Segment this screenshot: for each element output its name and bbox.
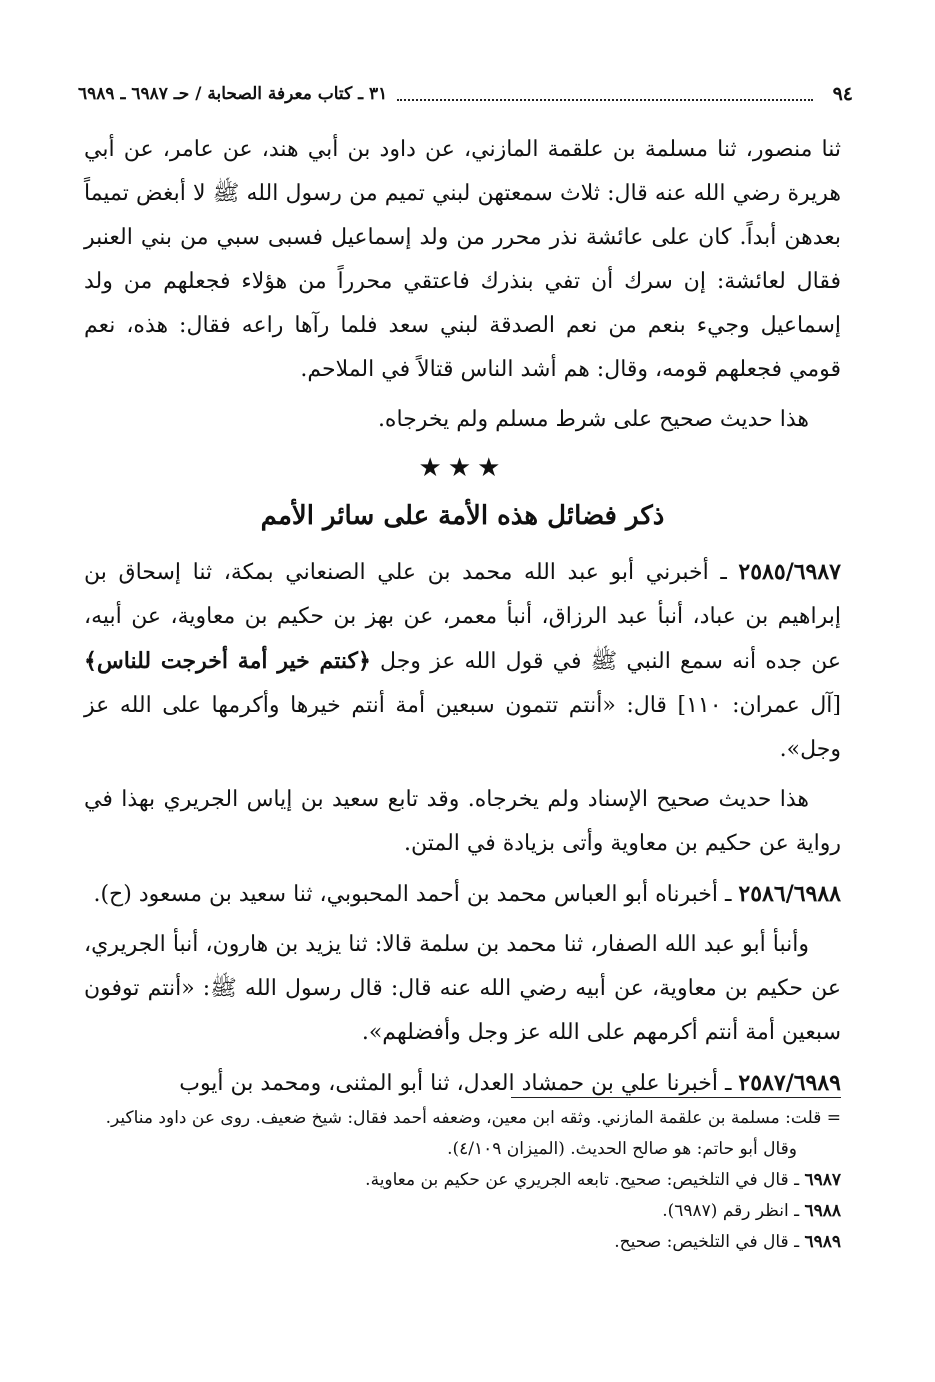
footnote: وقال أبو حاتم: هو صالح الحديث. (الميزان ٤/١٠٩). xyxy=(447,1139,797,1159)
hadith-number: ٢٥٨٧/٦٩٨٩ xyxy=(738,1070,841,1096)
hadith-text: ـ أخبرناه أبو العباس محمد بن أحمد المحبوبي، ثنا سعيد بن مسعود (ح). xyxy=(93,882,739,907)
section-divider-stars: ★★★ xyxy=(418,453,507,483)
footnote-text: ـ قال في التلخيص: صحيح. تابعه الجريري عن حكيم بن معاوية. xyxy=(365,1170,805,1190)
header-dot-leader xyxy=(397,87,812,101)
paragraph-commentary: هذا حديث صحيح الإسناد ولم يخرجاه. وقد تابع سعيد بن إياس الجريري بهذا في رواية عن حكيم بن معاوية وأتى بزيادة في المتن. xyxy=(84,787,841,856)
hadith-number: ٢٥٨٦/٦٩٨٨ xyxy=(738,881,841,907)
hadith-text: ـ أخبرني أبو عبد الله محمد بن علي الصنعاني بمكة، ثنا إسحاق بن إبراهيم بن عباد، أنبأ عبد الرزاق، أنبأ معمر، عن بهز بن حكيم بن معاوية، عن أبيه، عن جده أنه سمع النبي ﷺ في قول الله عز وجل xyxy=(84,560,841,674)
main-text xyxy=(84,128,841,1112)
running-title: ٣١ ـ كتاب معرفة الصحابة / حـ ٦٩٨٧ ـ ٦٩٨٩ xyxy=(78,84,388,104)
footnotes xyxy=(84,1103,841,1258)
hadith-6987 xyxy=(84,550,841,772)
footnote xyxy=(84,1196,841,1227)
footnote xyxy=(84,1165,841,1196)
paragraph-chain: وأنبأ أبو عبد الله الصفار، ثنا محمد بن سلمة قالا: ثنا يزيد بن هارون، أنبأ الجريري، عن حكيم بن معاوية، عن أبيه رضي الله عنه قال: قال رسول الله ﷺ: «أنتم توفون سبعين أمة أنتم أكرمهم على الله عز وجل وأفضلهم». xyxy=(84,932,841,1045)
hadith-6989 xyxy=(84,1061,841,1106)
paragraph-grading: هذا حديث صحيح على شرط مسلم ولم يخرجاه. xyxy=(377,407,809,432)
section-heading: ذكر فضائل هذه الأمة على سائر الأمم xyxy=(260,501,665,531)
footnote: = قلت: مسلمة بن علقمة المازني. وثقه ابن معين، وضعفه أحمد فقال: شيخ ضعيف. روى عن داود مناكير. xyxy=(105,1108,841,1128)
footnote-number: ٦٩٨٧ xyxy=(804,1170,841,1190)
hadith-6988 xyxy=(84,872,841,917)
hadith-number: ٢٥٨٥/٦٩٨٧ xyxy=(738,559,841,585)
footnote-text: ـ قال في التلخيص: صحيح. xyxy=(614,1232,805,1252)
hadith-text: ـ أخبرنا علي بن حمشاد العدل، ثنا أبو المثنى، ومحمد بن أيوب xyxy=(179,1071,739,1096)
quran-quote: ﴿كنتم خير أمة أخرجت للناس﴾ xyxy=(84,648,371,674)
footnote-number: ٦٩٨٨ xyxy=(804,1201,841,1221)
paragraph-hadith-continuation: ثنا منصور، ثنا مسلمة بن علقمة المازني، عن داود بن أبي هند، عن عامر، عن أبي هريرة رضي الله عنه قال: ثلاث سمعتهن لبني تميم من رسول الله ﷺ لا أبغض تميماً بعدهن أبداً. كان على عائشة نذر محرر من ولد إسماعيل فسبى سبي من بني العنبر فقال لعائشة: إن سرك أن تفي بنذرك فاعتقي محرراً من هؤلاء فجعلهم من ولد إسماعيل وجيء بنعم من نعم الصدقة لبني سعد فلما رآها راعه فقال: هذه، نعم قومي فجعلهم قومه، وقال: هم أشد الناس قتالاً في الملاحم. xyxy=(84,137,841,382)
footnote-text: ـ انظر رقم (٦٩٨٧). xyxy=(662,1201,805,1221)
hadith-text: [آل عمران: ١١٠] قال: «أنتم تتمون سبعين أمة أنتم خيرها وأكرمها على الله عز وجل». xyxy=(84,693,841,762)
page-number: ٩٤ xyxy=(832,83,853,105)
footnote xyxy=(84,1227,841,1258)
footnote-number: ٦٩٨٩ xyxy=(804,1232,841,1252)
running-header xyxy=(78,78,853,110)
footnote-separator xyxy=(511,1097,841,1098)
